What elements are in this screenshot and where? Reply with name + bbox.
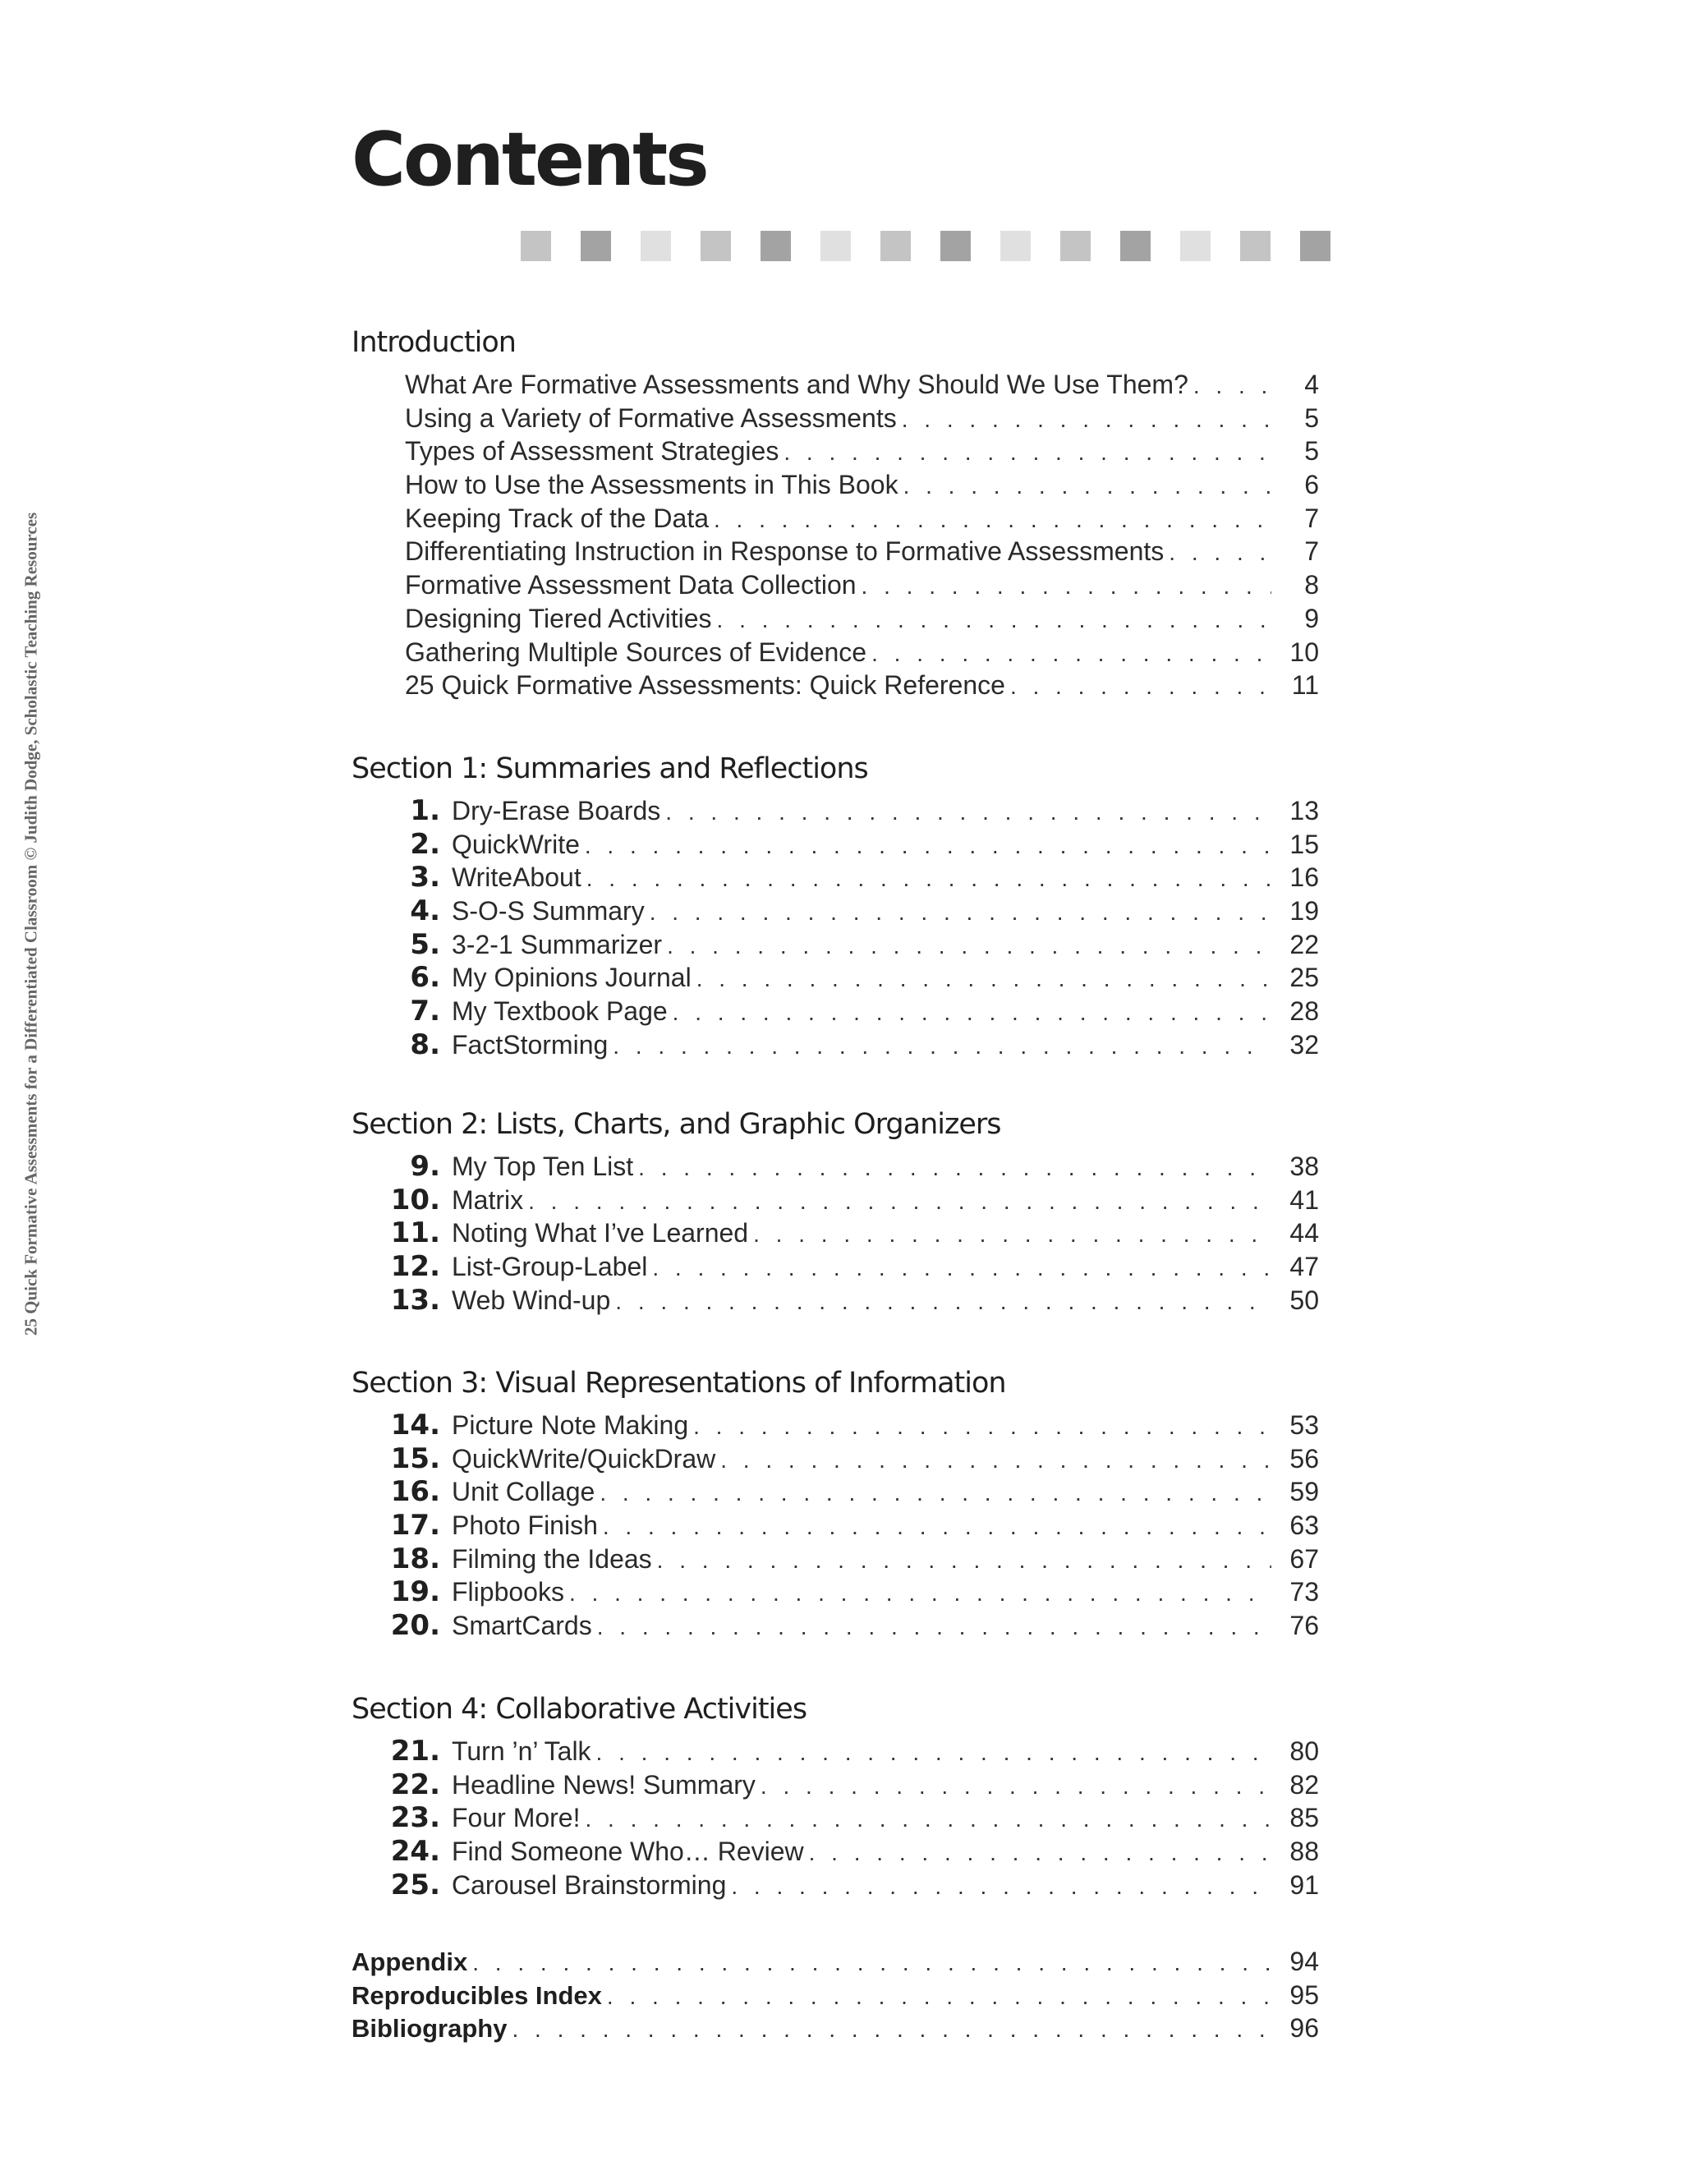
page-title: Contents [352, 117, 707, 203]
dot-leader [595, 1477, 1271, 1510]
section-1 [352, 743, 1319, 1062]
decorative-square [581, 231, 611, 261]
toc-entry[interactable] [352, 502, 1319, 536]
section-3 [352, 1358, 1319, 1643]
page-number: 95 [1289, 1979, 1319, 2010]
page-number: 16 [1289, 862, 1319, 893]
toc-entry[interactable] [352, 1575, 1319, 1609]
toc-entry[interactable] [352, 828, 1319, 862]
dot-leader [1188, 370, 1271, 403]
toc-entry[interactable] [352, 602, 1319, 636]
page-number: 80 [1289, 1736, 1319, 1766]
toc-entry[interactable] [352, 468, 1319, 502]
entry-title: Reproducibles Index [352, 1980, 602, 2010]
dot-leader [712, 604, 1271, 637]
page-number: 13 [1289, 796, 1319, 825]
toc-entry[interactable] [352, 894, 1319, 928]
entry-title: Gathering Multiple Sources of Evidence [405, 637, 867, 667]
decorative-square [940, 231, 971, 261]
page-number: 25 [1289, 963, 1319, 993]
dot-leader [748, 1218, 1271, 1252]
entry-title: Noting What I’ve Learned [452, 1218, 749, 1248]
dot-leader [564, 1577, 1271, 1611]
page-number: 73 [1289, 1577, 1319, 1607]
page-number: 76 [1289, 1611, 1319, 1641]
entry-number: 3. [410, 861, 440, 894]
toc-entry[interactable] [352, 1509, 1319, 1543]
section-heading: Section 3: Visual Representations of Information [352, 1367, 1006, 1400]
entry-number: 2. [410, 827, 440, 861]
dot-leader [610, 1285, 1271, 1319]
entry-title: Differentiating Instruction in Response to Formative Assessments [405, 536, 1165, 567]
entry-number: 12. [390, 1250, 440, 1284]
toc-entry[interactable] [352, 1409, 1319, 1442]
entry-number: 8. [410, 1028, 440, 1061]
dot-leader [688, 1410, 1271, 1444]
toc-entry[interactable] [352, 435, 1319, 468]
page-number: 47 [1289, 1252, 1319, 1282]
entry-title: Web Wind-up [452, 1285, 611, 1315]
entry-number: 6. [410, 961, 440, 995]
page-number: 6 [1304, 470, 1319, 500]
dot-leader [592, 1611, 1271, 1644]
entry-title: Formative Assessment Data Collection [405, 570, 857, 600]
entry-title: Headline News! Summary [452, 1769, 756, 1800]
entry-title: Photo Finish [452, 1510, 598, 1541]
toc-entry[interactable] [352, 1250, 1319, 1284]
toc-entry[interactable] [352, 861, 1319, 894]
dot-leader [1005, 670, 1271, 704]
decorative-square [521, 231, 551, 261]
toc-entry[interactable] [352, 1150, 1319, 1184]
page-number: 88 [1289, 1837, 1319, 1867]
entry-title: 25 Quick Formative Assessments: Quick Reference [405, 670, 1005, 701]
decorative-square [761, 231, 791, 261]
toc-entry[interactable] [352, 1442, 1319, 1476]
dot-leader [804, 1837, 1271, 1870]
dot-leader [581, 862, 1271, 896]
entry-title: Appendix [352, 1947, 468, 1976]
dot-leader [645, 896, 1271, 930]
toc-entry[interactable] [352, 568, 1319, 602]
entry-title: Carousel Brainstorming [452, 1869, 727, 1900]
dot-leader [726, 1870, 1271, 1904]
toc-entry[interactable] [352, 1835, 1319, 1869]
decorative-square [1000, 231, 1031, 261]
toc-entry[interactable] [352, 1801, 1319, 1835]
entry-number: 17. [390, 1509, 440, 1543]
entry-number: 20. [390, 1609, 440, 1643]
dot-leader [608, 1030, 1271, 1064]
entry-title: My Opinions Journal [452, 963, 692, 993]
section-heading: Introduction [352, 326, 516, 359]
page-number: 41 [1289, 1184, 1319, 1215]
entry-number: 18. [390, 1542, 440, 1575]
entry-title: My Textbook Page [452, 996, 668, 1027]
dot-leader [647, 1252, 1271, 1285]
back-matter-section [352, 1945, 1319, 2045]
page-number: 53 [1289, 1410, 1319, 1440]
dot-leader [866, 637, 1271, 671]
page-number: 8 [1304, 570, 1319, 600]
entry-number: 21. [390, 1735, 440, 1768]
entry-title: My Top Ten List [452, 1152, 634, 1181]
entry-number: 16. [390, 1475, 440, 1509]
entry-number: 4. [410, 894, 440, 928]
decorative-square [1240, 231, 1271, 261]
dot-leader [598, 1510, 1271, 1544]
entry-title: Flipbooks [452, 1577, 564, 1607]
dot-leader [660, 796, 1271, 830]
section-4 [352, 1684, 1319, 1901]
entry-title: Find Someone Who… Review [452, 1837, 804, 1867]
entry-title: List-Group-Label [452, 1252, 648, 1282]
dot-leader [580, 830, 1271, 863]
dot-leader [857, 570, 1271, 604]
page-number: 44 [1289, 1218, 1319, 1248]
spine-copyright-text: 25 Quick Formative Assessments for a Differentiated Classroom © Judith Dodge, Scholastic Teaching Resources [21, 512, 41, 1336]
entry-number: 22. [390, 1768, 440, 1801]
dot-leader [668, 996, 1271, 1030]
entry-number: 24. [390, 1835, 440, 1869]
entry-number: 5. [410, 927, 440, 961]
toc-entry[interactable] [352, 1216, 1319, 1250]
page-number: 10 [1289, 637, 1319, 667]
page-number: 56 [1289, 1443, 1319, 1474]
toc-entry[interactable] [352, 1284, 1319, 1317]
page-number: 7 [1304, 536, 1319, 567]
page-number: 32 [1289, 1029, 1319, 1060]
entry-title: QuickWrite [452, 829, 580, 859]
page-number: 50 [1289, 1285, 1319, 1315]
toc-entry[interactable] [352, 669, 1319, 702]
decorative-square [1120, 231, 1151, 261]
introduction-section [352, 317, 1319, 702]
entry-title: What Are Formative Assessments and Why Should We Use Them? [405, 370, 1188, 399]
entry-title: FactStorming [452, 1029, 609, 1060]
entry-title: Designing Tiered Activities [405, 603, 712, 633]
entry-title: SmartCards [452, 1611, 592, 1641]
toc-entry[interactable] [352, 1979, 1319, 2012]
dot-leader [692, 963, 1271, 996]
toc-entry[interactable] [352, 928, 1319, 962]
dot-leader [779, 436, 1271, 470]
dot-leader [898, 470, 1271, 503]
entry-title: Matrix [452, 1184, 524, 1215]
toc-entry[interactable] [352, 1609, 1319, 1643]
page-number: 85 [1289, 1803, 1319, 1833]
dot-leader [633, 1152, 1271, 1185]
decorative-square [820, 231, 851, 261]
toc-entry[interactable] [352, 1184, 1319, 1217]
page-number: 82 [1289, 1769, 1319, 1800]
decorative-square [641, 231, 671, 261]
entry-number: 7. [410, 995, 440, 1028]
entry-title: How to Use the Assessments in This Book [405, 470, 898, 500]
page-number: 7 [1304, 503, 1319, 533]
page-number: 28 [1289, 996, 1319, 1027]
entry-title: WriteAbout [452, 862, 581, 893]
page-number: 5 [1304, 436, 1319, 467]
entry-title: S-O-S Summary [452, 896, 645, 926]
page-number: 94 [1289, 1947, 1319, 1976]
dot-leader [756, 1770, 1271, 1804]
toc-entry[interactable] [352, 995, 1319, 1028]
entry-number: 11. [390, 1216, 440, 1250]
section-heading: Section 1: Summaries and Reflections [352, 752, 868, 785]
dot-leader [580, 1803, 1271, 1837]
entry-title: Dry-Erase Boards [452, 796, 661, 825]
toc-entry[interactable] [352, 1945, 1319, 1979]
toc-entry[interactable] [352, 636, 1319, 669]
entry-title: Types of Assessment Strategies [405, 436, 779, 467]
decorative-square [701, 231, 731, 261]
dot-leader [602, 1980, 1271, 2014]
toc-entry[interactable] [352, 2012, 1319, 2045]
entry-title: Turn ’n’ Talk [452, 1736, 591, 1766]
page-number: 19 [1289, 896, 1319, 926]
toc-entry[interactable] [352, 1869, 1319, 1902]
dot-leader [715, 1444, 1271, 1478]
entry-title: Filming the Ideas [452, 1543, 652, 1574]
entry-title: QuickWrite/QuickDraw [452, 1443, 716, 1474]
entry-title: Four More! [452, 1803, 581, 1833]
toc-entry[interactable] [352, 368, 1319, 402]
toc-entry[interactable] [352, 961, 1319, 995]
section-heading: Section 4: Collaborative Activities [352, 1693, 807, 1726]
entry-title: Using a Variety of Formative Assessments [405, 402, 897, 433]
entry-title: Picture Note Making [452, 1410, 689, 1440]
page-number: 9 [1304, 603, 1319, 633]
entry-number: 23. [390, 1801, 440, 1835]
toc-entry[interactable] [352, 1543, 1319, 1576]
entry-title: 3-2-1 Summarizer [452, 929, 663, 959]
dot-leader [507, 2013, 1271, 2047]
entry-number: 1. [410, 794, 440, 827]
decorative-square [1180, 231, 1211, 261]
entry-number: 14. [390, 1409, 440, 1441]
decorative-square [1060, 231, 1091, 261]
dot-leader [709, 503, 1271, 537]
page-number: 63 [1289, 1510, 1319, 1541]
page-number: 4 [1304, 370, 1319, 399]
dot-leader [1164, 536, 1271, 570]
page-number: 91 [1289, 1869, 1319, 1900]
page-number: 67 [1289, 1543, 1319, 1574]
entry-number: 25. [390, 1868, 440, 1901]
page-number: 11 [1291, 670, 1319, 701]
toc-entry[interactable] [352, 1735, 1319, 1768]
page-number: 5 [1304, 402, 1319, 433]
toc-entry[interactable] [352, 402, 1319, 435]
toc-entry[interactable] [352, 1768, 1319, 1802]
entry-number: 10. [390, 1183, 440, 1216]
page-number: 59 [1289, 1477, 1319, 1507]
dot-leader [523, 1185, 1271, 1219]
dot-leader [591, 1736, 1271, 1770]
entry-title: Bibliography [352, 2014, 508, 2044]
entry-number: 13. [390, 1283, 440, 1317]
page-number: 96 [1289, 2013, 1319, 2044]
entry-number: 19. [390, 1575, 440, 1609]
toc-entry[interactable] [352, 1028, 1319, 1062]
page-number: 38 [1289, 1152, 1319, 1181]
dot-leader [652, 1544, 1271, 1578]
decorative-square-strip [521, 231, 1330, 261]
entry-title: Keeping Track of the Data [405, 503, 709, 533]
dot-leader [467, 1947, 1271, 1980]
toc-entry[interactable] [352, 1475, 1319, 1509]
dot-leader [897, 403, 1271, 437]
contents-page [352, 117, 1319, 2044]
page-number: 15 [1289, 829, 1319, 859]
section-2 [352, 1099, 1319, 1317]
entry-number: 15. [390, 1441, 440, 1475]
decorative-square [880, 231, 911, 261]
decorative-square [1300, 231, 1330, 261]
dot-leader [662, 930, 1271, 963]
entry-number: 9. [410, 1150, 440, 1183]
section-heading: Section 2: Lists, Charts, and Graphic Organizers [352, 1108, 1001, 1141]
entry-title: Unit Collage [452, 1477, 595, 1507]
toc-entry[interactable] [352, 535, 1319, 568]
toc-entry[interactable] [352, 794, 1319, 828]
page-number: 22 [1289, 929, 1319, 959]
